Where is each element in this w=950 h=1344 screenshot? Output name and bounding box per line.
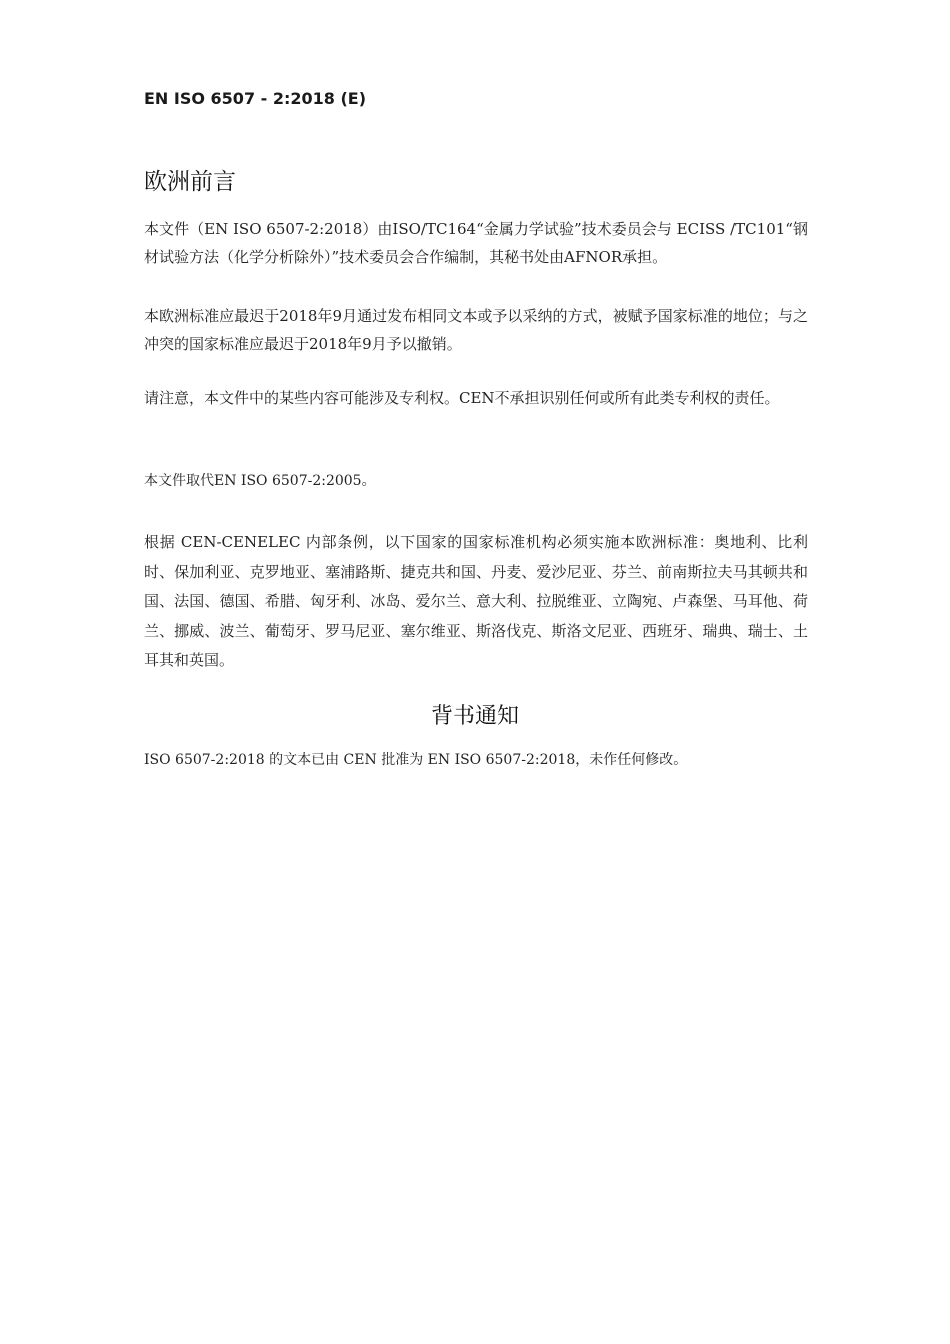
foreword-paragraph-patent: 请注意，本文件中的某些内容可能涉及专利权。CEN不承担识别任何或所有此类专利权的责任。 [144,389,780,407]
endorsement-text: ISO 6507-2:2018 的文本已由 CEN 批准为 EN ISO 6507-2:2018，未作任何修改。 [144,752,688,768]
foreword-paragraph-status: 本欧洲标准应最迟于2018年9月通过发布相同文本或予以采纳的方式，被赋予国家标准的地位；与之冲突的国家标准应最迟于2018年9月予以撤销。 [144,307,808,353]
endorsement-heading: 背书通知 [430,704,519,729]
foreword-paragraph-supersedes: 本文件取代EN ISO 6507-2:2005。 [144,473,376,489]
foreword-heading: 欧洲前言 [144,169,236,195]
foreword-paragraph-preparation: 本文件（EN ISO 6507-2:2018）由ISO/TC164“金属力学试验”技术委员会与 ECISS /TC101“钢材试验方法（化学分析除外）”技术委员会合作编制，其秘书处由AFNOR承担。 [144,220,808,266]
foreword-paragraph-countries: 根据 CEN-CENELEC 内部条例，以下国家的国家标准机构必须实施本欧洲标准：奥地利、比利时、保加利亚、克罗地亚、塞浦路斯、捷克共和国、丹麦、爱沙尼亚、芬兰、前南斯拉夫马其顿共和国、法国、德国、希腊、匈牙利、冰岛、爱尔兰、意大利、拉脱维亚、立陶宛、卢森堡、马耳他、荷兰、挪威、波兰、葡萄牙、罗马尼亚、塞尔维亚、斯洛伐克、斯洛文尼亚、西班牙、瑞典、瑞士、土耳其和英国。 [144,533,808,669]
document-id-header: EN ISO 6507 - 2:2018 (E) [144,89,367,108]
